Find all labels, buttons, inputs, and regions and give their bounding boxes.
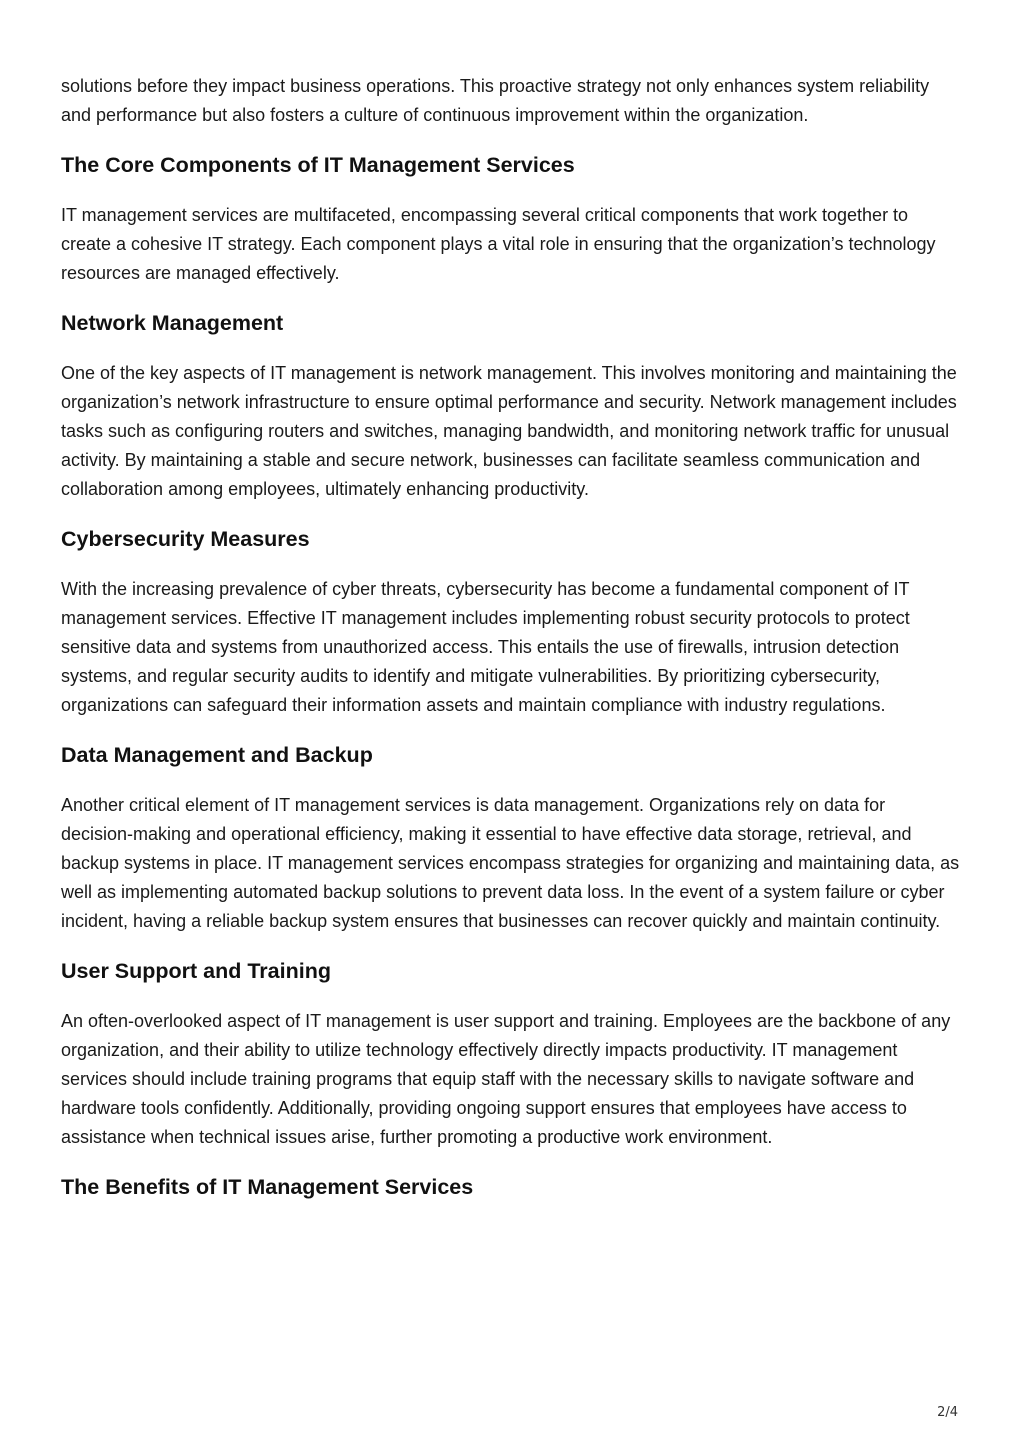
section-body-data-management: Another critical element of IT management services is data management. Organizations rely on data for decision-making and operational efficiency, making it essential to have effective data storage, retrieval, and backup systems in place. IT management services encompass strategies for organizing and maintaining data, as well as implementing automated backup solutions to prevent data loss. In the event of a system failure or cyber incident, having a reliable backup system ensures that businesses can recover quickly and maintain continuity. (61, 795, 960, 931)
page-number: 2/4 (937, 1405, 958, 1420)
section-heading-network-management: Network Management (61, 311, 284, 335)
intro-paragraph: solutions before they impact business operations. This proactive strategy not only enhances system reliability and performance but also fosters a culture of continuous improvement within the organization. (61, 76, 930, 125)
document-page (61, 72, 961, 1202)
section-heading-cybersecurity: Cybersecurity Measures (61, 527, 310, 551)
section-body-core-components: IT management services are multifaceted, encompassing several critical components that work together to create a cohesive IT strategy. Each component plays a vital role in ensuring that the organization’s technology resources are managed effectively. (61, 205, 936, 283)
section-body-cybersecurity: With the increasing prevalence of cyber threats, cybersecurity has become a fundamental component of IT management services. Effective IT management includes implementing robust security protocols to protect sensitive data and systems from unauthorized access. This entails the use of firewalls, intrusion detection systems, and regular security audits to identify and mitigate vulnerabilities. By prioritizing cybersecurity, organizations can safeguard their information assets and maintain compliance with industry regulations. (61, 579, 910, 715)
section-heading-benefits: The Benefits of IT Management Services (61, 1175, 474, 1199)
section-heading-data-management: Data Management and Backup (61, 743, 373, 767)
section-heading-user-support: User Support and Training (61, 959, 331, 983)
section-body-user-support: An often-overlooked aspect of IT management is user support and training. Employees are the backbone of any organization, and their ability to utilize technology effectively directly impacts productivity. IT management services should include training programs that equip staff with the necessary skills to navigate software and hardware tools confidently. Additionally, providing ongoing support ensures that employees have access to assistance when technical issues arise, further promoting a productive work environment. (61, 1011, 951, 1147)
section-body-network-management: One of the key aspects of IT management is network management. This involves monitoring and maintaining the organization’s network infrastructure to ensure optimal performance and security. Network management includes tasks such as configuring routers and switches, managing bandwidth, and monitoring network traffic for unusual activity. By maintaining a stable and secure network, businesses can facilitate seamless communication and collaboration among employees, ultimately enhancing productivity. (61, 363, 957, 499)
section-heading-core-components: The Core Components of IT Management Services (61, 153, 575, 177)
